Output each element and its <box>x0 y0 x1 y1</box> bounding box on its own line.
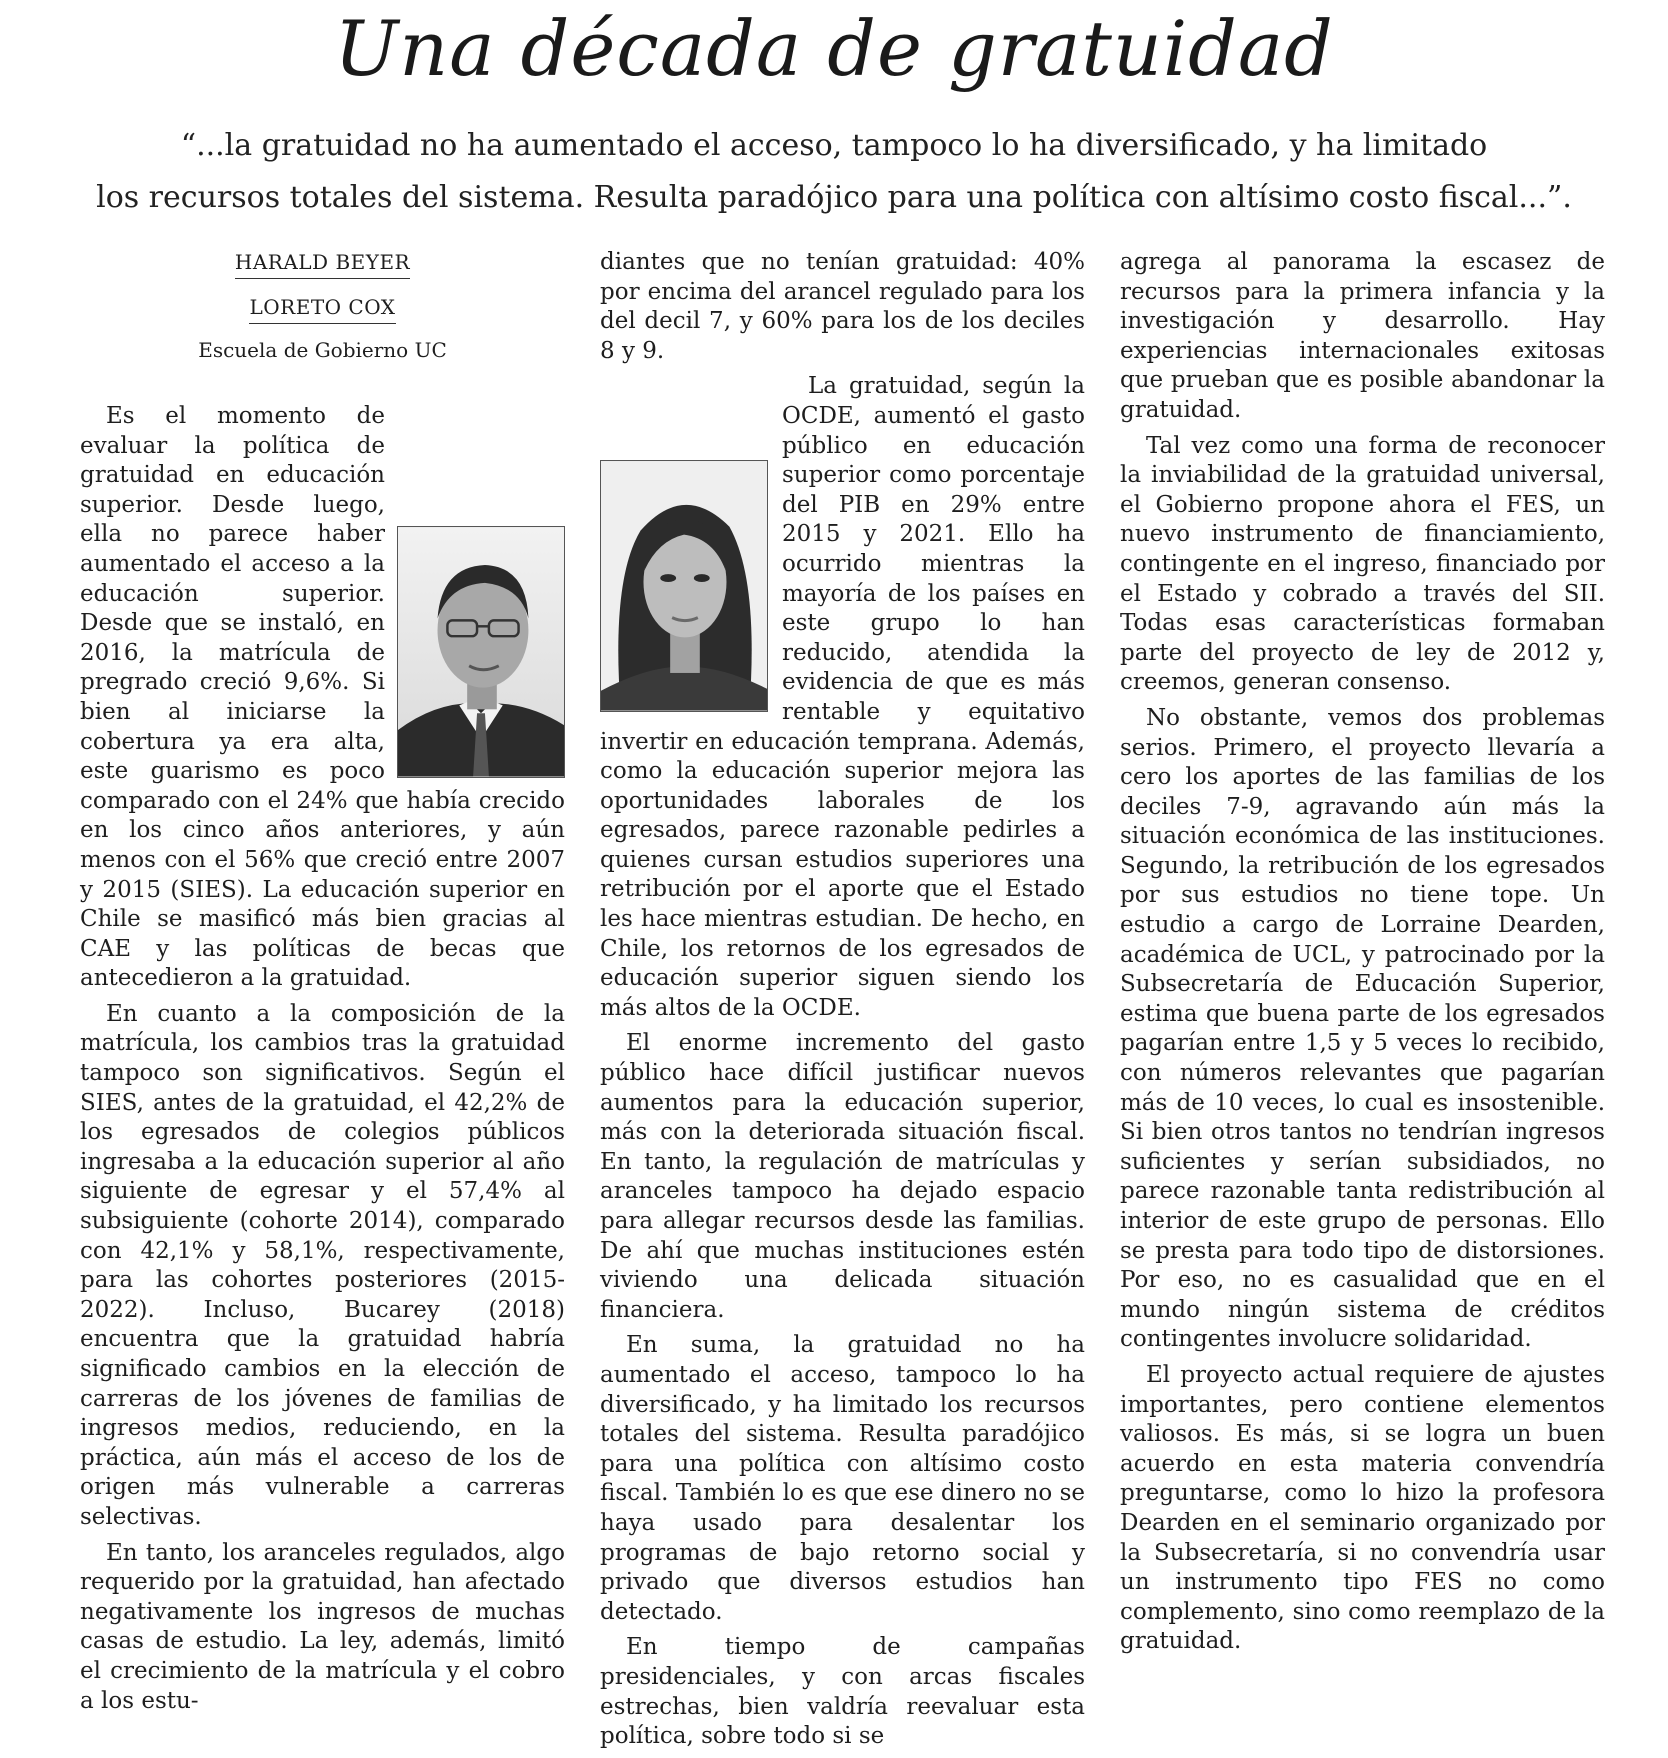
author-portrait-photo <box>397 526 565 778</box>
article-column-1 <box>80 248 565 1722</box>
lead-quote-line-2: los recursos totales del sistema. Resulta paradójico para una política con altísimo costo fiscal...”. <box>96 180 1572 215</box>
paragraph: En cuanto a la composición de la matrícula, los cambios tras la gratuidad tampoco son significativos. Según el SIES, antes de la gratuidad, el 42,2% de los egresados de colegios públicos ingresaba a la educación superior al año siguiente de egresar y el 57,4% al subsiguiente (cohorte 2014), comparado con 42,1% y 58,1%, respectivamente, para las cohortes posteriores (2015-2022). Incluso, Bucarey (2018) encuentra que la gratuidad habría significado cambios en la elección de carreras de los jóvenes de familias de ingresos medios, reduciendo, en la práctica, aún más el acceso de los de origen más vulnerable a carreras selectivas. <box>80 1000 565 1530</box>
article-column-2 <box>600 248 1085 1758</box>
paragraph: La gratuidad, según la OCDE, aumentó el gasto público en educación superior como porcentaje del PIB en 29% entre 2015 y 2021. Ello ha ocurrido mientras la mayoría de los países en este grupo lo han reducido, atendida la evidencia de que es más rentable y equitativo invertir en educación temprana. Además, como la educación superior mejora las oportunidades laborales de los egresados, parece razonable pedirles a quienes cursan estudios superiores una retribución por el aporte que el Estado les hace mientras estudian. De hecho, en Chile, los retornos de los egresados de educación superior siguen siendo los más altos de la OCDE. <box>600 373 1085 1021</box>
author-name: HARALD BEYER <box>235 250 410 279</box>
portrait-man-image <box>398 527 564 777</box>
author-name: LORETO COX <box>249 295 395 324</box>
paragraph: El proyecto actual requiere de ajustes importantes, pero contiene elementos valiosos. Es más, si se logra un buen acuerdo en esta materia convendría preguntarse, como lo hizo la profesora Dearden en el seminario organizado por la Subsecretaría, si no convendría usar un instrumento tipo FES no como complemento, sino como reemplazo de la gratuidad. <box>1120 1361 1605 1655</box>
paragraph: diantes que no tenían gratuidad: 40% por encima del arancel regulado para los del decil 7, y 60% para los de los deciles 8 y 9. <box>600 249 1085 364</box>
paragraph: agrega al panorama la escasez de recursos para la primera infancia y la investigación y desarrollo. Hay experiencias internacionales exitosas que prueban que es posible abandonar la gratuidad. <box>1120 249 1605 423</box>
lead-quote-line-1: “...la gratuidad no ha aumentado el acceso, tampoco lo ha diversificado, y ha limitado <box>180 128 1488 163</box>
author-affiliation: Escuela de Gobierno UC <box>198 338 447 362</box>
portrait-woman-image <box>601 461 767 711</box>
paragraph: En suma, la gratuidad no ha aumentado el acceso, tampoco lo ha diversificado, y ha limitado los recursos totales del sistema. Resulta paradójico para una política con altísimo costo fiscal. También lo es que ese dinero no se haya usado para desalentar los programas de bajo retorno social y privado que diversos estudios han detectado. <box>600 1332 1085 1625</box>
paragraph: No obstante, vemos dos problemas serios. Primero, el proyecto llevaría a cero los aportes de las familias de los deciles 7-9, agravando aún más la situación económica de las instituciones. Segundo, la retribución de los egresados por sus estudios no tiene tope. Un estudio a cargo de Lorraine Dearden, académica de UCL, y patrocinado por la Subsecretaría de Educación Superior, estima que buena parte de los egresados pagarían entre 1,5 y 5 veces lo recibido, con números relevantes que pagarían más de 10 veces, lo cual es insostenible. Si bien otros tantos no tendrían ingresos suficientes y serían subsidiados, no parece razonable tanta redistribución al interior de este grupo de personas. Ello se presta para todo tipo de distorsiones. Por eso, no es casualidad que en el mundo ningún sistema de créditos contingentes involucre solidaridad. <box>1120 704 1605 1353</box>
paragraph: Tal vez como una forma de reconocer la inviabilidad de la gratuidad universal, el Gobierno propone ahora el FES, un nuevo instrumento de financiamiento, contingente en el ingreso, financiado por el Estado y cobrado a través del SII. Todas esas características formaban parte del proyecto de ley de 2012 y, creemos, generan consenso. <box>1120 432 1605 696</box>
author-portrait-photo <box>600 460 768 712</box>
paragraph: El enorme incremento del gasto público hace difícil justificar nuevos aumentos para la educación superior, más con la deteriorada situación fiscal. En tanto, la regulación de matrículas y aranceles tampoco ha dejado espacio para allegar recursos desde las familias. De ahí que muchas instituciones estén viviendo una delicada situación financiera. <box>600 1030 1085 1323</box>
lead-quote <box>60 120 1608 224</box>
paragraph: En tanto, los aranceles regulados, algo requerido por la gratuidad, han afectado negativamente los ingresos de muchas casas de estudio. La ley, además, limitó el crecimiento de la matrícula y el cobro a los estu- <box>80 1539 565 1714</box>
byline <box>80 248 565 362</box>
paragraph: En tiempo de campañas presidenciales, y con arcas fiscales estrechas, bien valdría reevaluar esta política, sobre todo si se <box>600 1634 1085 1750</box>
article-title: Una década de gratuidad <box>334 4 1334 93</box>
article-column-3 <box>1120 248 1605 1663</box>
paragraph: Es el momento de evaluar la política de gratuidad en educación superior. Desde luego, ella no parece haber aumentado el acceso a la educación superior. Desde que se instaló, en 2016, la matrícula de pregrado creció 9,6%. Si bien al iniciarse la cobertura ya era alta, este guarismo es poco comparado con el 24% que había crecido en los cinco años anteriores, y aún menos con el 56% que creció entre 2007 y 2015 (SIES). La educación superior en Chile se masificó más bien gracias al CAE y las políticas de becas que antecedieron a la gratuidad. <box>80 403 565 992</box>
